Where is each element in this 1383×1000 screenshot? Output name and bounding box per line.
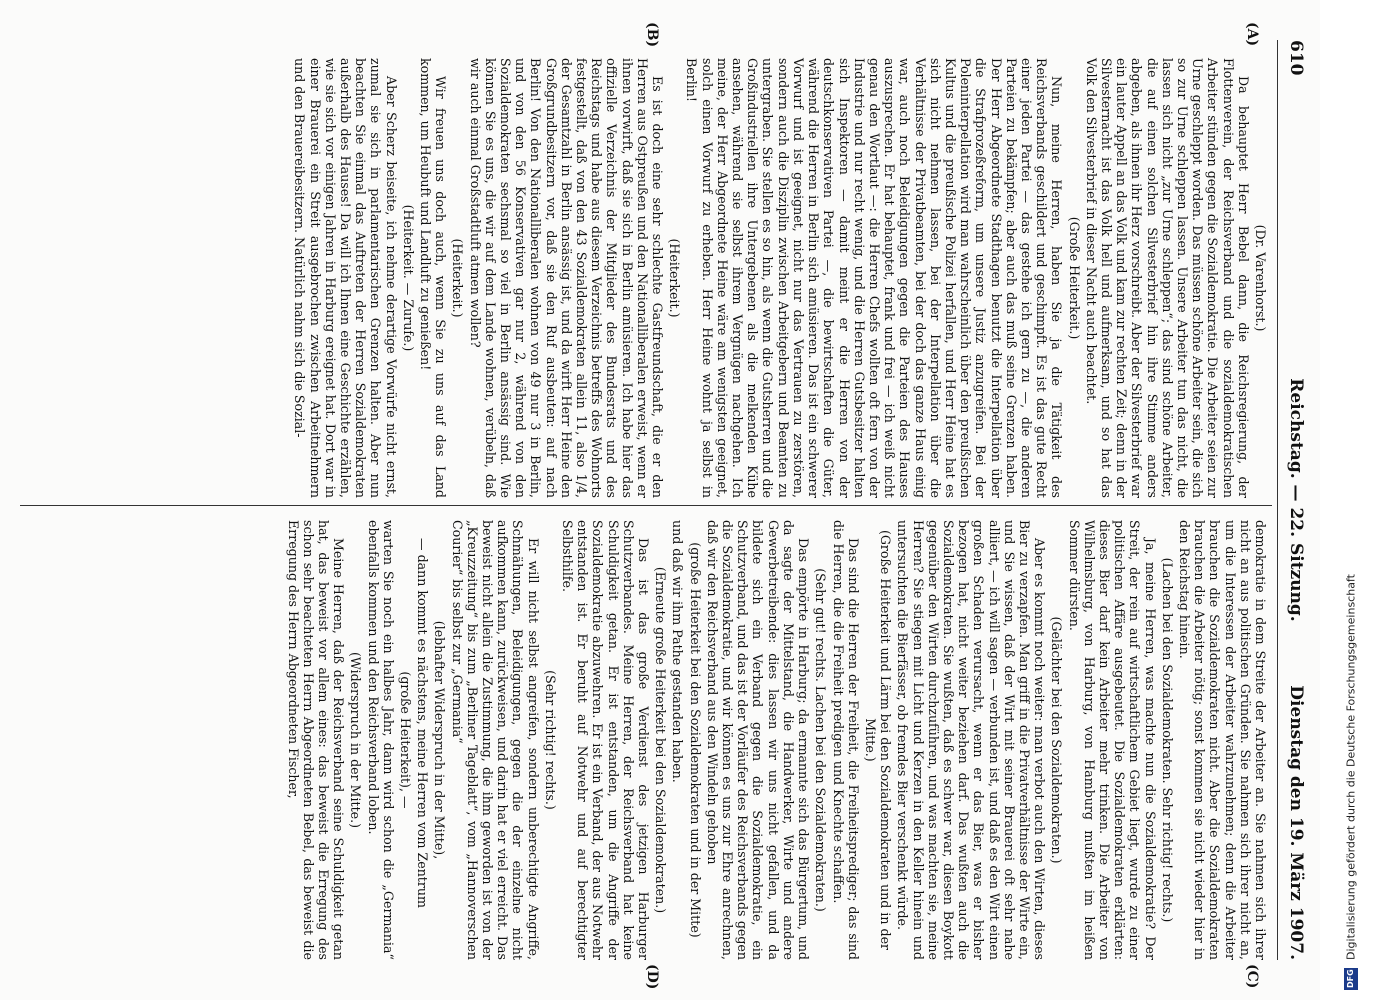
right-column: [20, 520, 1268, 960]
paragraph: Wir freuen uns doch auch, wenn Sie zu uns auf das Land kommen, um Heubuft und Landluft zu genießen!: [418, 58, 449, 498]
paragraph: und daß wir ihm Pathe gestanden haben.: [670, 520, 686, 783]
paragraph: warten Sie noch ein halbes Jahr, dann wird schon die „Germania“ ebenfalls kommen und den Reichsverband loben.: [365, 520, 396, 960]
column-divider: [20, 505, 1272, 506]
interjection: (große Heiterkeit bei den Sozialdemokraten und in der Mitte): [687, 542, 703, 938]
paragraph: Nun, meine Herren, haben Sie ja die Tätigkeit des Reichsverbands geschildert und geschimpft. Es ist das gute Recht einer jeden Partei — das gestehe ich gern zu —, die anderen Parteien zu bekämpfen; aber auch das muß seine Grenzen haben. Der Herr Abgeordnete Stadthagen benutzt die Interpellation über die Strafprozeßreform, um unsere Justiz anzugreifen. Bei der Poleninterpellation wird man wahrscheinlich über den preußischen Kultus und die preußische Polizei herfallen, und Herr Heine hat es sich nicht nehmen lassen, bei der Interpellation über die Verhältnisse der Privatbeamten, bei der doch das ganze Haus einig war, auch noch Beleidigungen gegen die Parteien des Hauses auszusprechen. Er hat behauptet, frank und frei — ich weiß nicht genau den Wortlaut —: die Herren Chefs wollten oft fern von der Industrie und nur recht wenig, und die Herren Gutsbesitzer halten sich Inspektoren — damit meint er die Herren von der deutschkonservativen Partei —, die bewirtschaften die Güter, während die Herren in Berlin sich amüsieren. Das ist ein schwerer Vorwurf und ist geeignet, nicht nur das Vertrauen zu zerstören, sondern auch die Disziplin zwischen Arbeitgebern und Beamten zu untergraben. Sie stellen es so hin, als wenn die Gutsherren und die Großindustriellen ihre Untergebenen als die melkenden Kühe ansehen, während sie selbst ihrem Vergnügen nachgehen. Ich meine, der Herr Abgeordnete Heine wäre am wenigsten geeignet, solch einen Vorwurf zu erheben. Herr Heine wohnt ja selbst in Berlin!: [684, 58, 1065, 498]
paragraph: Das ist das große Verdienst des jetzigen Harburger Schutzverbandes. Meine Herren, der Reichsverband hat keine Schuldigkeit getan. Er ist entstanden, um die Angriffe der Sozialdemokratie abzuwehren. Er ist ein Verband, der aus Notwehr entstanden ist. Er beruht auf Notwehr und auf berechtigter Selbsthilfe.: [560, 520, 652, 960]
paragraph: Es ist doch eine sehr schlechte Gastfreundschaft, die er den Herren aus Ostpreußen und den Nationalliberalen erweist, wenn er ihnen vorwirft, daß sie sich in Berlin amüsieren. Ich habe hier das offizielle Verzeichnis der Mitglieder des Bundesrats und des Reichstags und habe aus diesem Verzeichnis betreffs des Wohnorts festgestellt, daß von den 43 Sozialdemokraten allein 11, also 1/4, der Gesamtzahl in Berlin ansässig ist, und da wirft Herr Heine den Großgrundbesitzern vor, daß sie den Ruf ausbeuten: auf nach Berlin! Von den Nationalliberalen wohnen von 49 nur 3 in Berlin, und von den 56 Konservativen gar nur 2, während von den Sozialdemokraten sechsmal so viel in Berlin ansässig sind. Wie können Sie es uns, die wir auf dem Lande wohnen, verübeln, daß wir auch einmal Großstadtluft atmen wollen?: [467, 58, 666, 498]
session-date: Dienstag den 19. März 1907.: [1286, 685, 1306, 960]
paragraph: demokratie in dem Streite der Arbeiter an. Sie nahmen sich ihrer nicht an aus politischen Gründen. Sie nahmen sich ihrer nicht an, um die Interessen der Arbeiter wahrzunehmen; denn die Arbeiter brauchen die Sozialdemokraten nicht. Aber die Sozialdemokraten brauchen die Arbeiter nötig; sonst kommen sie nicht wieder hier in den Reichstag hinein.: [1176, 520, 1268, 960]
interjection: (Lachen bei den Sozialdemokraten. Sehr richtig! rechts.): [1159, 557, 1175, 923]
paragraph: Das sind die Herren der Freiheit, die Freiheitsprediger; das sind die Herren, die die Freiheit predigen und Knechte schaffen.: [830, 520, 861, 960]
paragraph: Aber es kommt noch weiter: man verbot auch den Wirten, dieses Bier zu verzapfen. Man griff in die Privatverhältnisse der Wirte ein, und Sie wissen, daß der Wirt mit seiner Brauerei oft sehr nahe alliiert, — ich will sagen — verbunden ist, und daß es den Wirt einen großen Schaden verursacht, wenn er das Bier, was er bisher bezogen hat, nicht weiter beziehen darf. Das wußten auch die Sozialdemokraten. Sie wußten, daß es schwer war, diesen Boykott gegenüber den Wirten durchzuführen, und was machten sie, meine Herren? Sie stiegen mit Licht und Kerzen in den Keller hinein und untersuchten die Bierfässer, ob fremdes Bier verschenkt würde.: [895, 520, 1048, 960]
interjection: (Heiterkeit.): [667, 238, 683, 318]
funding-note: [1340, 10, 1362, 990]
interjection: (Widerspruch in der Mitte.): [348, 651, 364, 829]
interjection: (Gelächter bei den Sozialdemokraten.): [1049, 616, 1065, 864]
margin-marker-d: (D): [644, 964, 660, 990]
page-number: 610: [1286, 40, 1306, 76]
interjection: (Große Heiterkeit und Lärm bei den Sozialdemokraten und in der Mitte.): [862, 529, 894, 951]
speaker-name: (Dr. Varenhorst.): [1253, 224, 1268, 332]
margin-marker-b: (B): [644, 22, 660, 48]
dfg-logo: DFG: [1344, 968, 1358, 990]
paragraph: Da behauptet Herr Bebel dann, die Reichsregierung, der Flottenverein, der Reichsverband und die sozialdemokratischen Arbeiter stünden gegen die Sozialdemokratie. Die Arbeiter seien zur Urne geschleppt worden. Das müssen schöne Arbeiter sein, die sich so zur Urne schleppen lassen. Unsere Arbeiter tun das nicht, die lassen sich nicht „zur Urne schleppen“; das sind schöne Arbeiter, die auf einen solchen Silvesterbrief hin ihre Stimme anders abgeben, als ihnen ihr Herz vorschreibt. Aber der Silvesterbrief war ein lauter Appell an das Volk und kam zur rechten Zeit; denn in der Silvesternacht ist das Volk hell und aufmerksam, und so hat das Volk den Silvesterbrief in dieser Nacht auch beachtet.: [1083, 58, 1251, 498]
running-head: [1280, 40, 1306, 960]
header-rule: [1277, 40, 1278, 960]
viewer-sidebar: [1320, 0, 1383, 1000]
interjection: (Erneute große Heiterkeit bei den Sozialdemokraten.): [653, 566, 669, 914]
margin-marker-a: (A): [1244, 22, 1260, 47]
left-column: [20, 58, 1268, 498]
interjection: (Heiterkeit. — Zurufe.): [400, 204, 416, 352]
paragraph: Meine Herren, daß der Reichsverband seine Schuldigkeit getan hat, das beweist vor allem eines: das beweist die Erregung des schon sehr beachteten Herrn Abgeordneten Bebel, das beweist die Erregung des Herrn Abgeordneten Fischer,: [285, 520, 347, 960]
interjection: (Sehr gut! rechts. Lachen bei den Sozialdemokraten.): [813, 568, 829, 912]
interjection: (Große Heiterkeit.): [1066, 216, 1082, 340]
interjection: (Sehr richtig! rechts.): [542, 670, 558, 810]
interjection: (große Heiterkeit), —: [398, 671, 414, 809]
margin-marker-c: (C): [1244, 964, 1260, 989]
paragraph: Er will nicht selbst angreifen, sondern unberechtigte Angriffe, Schmähungen, Beleidigungen, gegen die der einzelne nicht aufkommen kann, zurückweisen, und darin hat er viel erreicht. Das beweist nicht allein die Zustimmung, die ihm geworden ist von der „Kreuzzeitung“ bis zum „Berliner Tageblatt“, vom „Hannoverschen Courier“ bis selbst zur „Germania“: [449, 520, 541, 960]
paragraph: Das empörte in Harburg; da ermannte sich das Bürgertum, und da sagte der Mittelstand, die Handwerker, Wirte und andere Gewerbetreibende: dies lassen wir uns nicht gefallen, und da bildete sich ein Verband gegen die Sozialdemokratie, ein Schutzverband, und das ist der Vorläufer des Reichsverbands gegen die Sozialdemokratie, und wir können es uns zur Ehre anrechnen, daß wir den Reichsverband aus den Windeln gehoben: [704, 520, 812, 960]
paragraph: Aber Scherz beiseite, ich nehme derartige Vorwürfe nicht ernst, zumal sie sich in parlamentarischen Grenzen halten. Aber nun beachten Sie einmal das Auftreten der Herren Sozialdemokraten außerhalb des Hauses! Da will ich Ihnen eine Geschichte erzählen, wie sie sich vor einigen Jahren in Harburg ereignet hat. Dort war in einer Brauerei ein Streit ausgebrochen zwischen Arbeitnehmern und den Brauereibesitzern. Natürlich nahm sich die Sozial-: [292, 58, 399, 498]
funding-note-text: Digitalisierung gefördert durch die Deutsche Forschungsgemeinschaft: [1344, 574, 1358, 960]
paragraph: — dann kommt es nächstens, meine Herren vom Zentrum: [415, 538, 431, 908]
interjection: (Heiterkeit.): [450, 238, 466, 318]
interjection: (lebhafter Widerspruch in der Mitte),: [432, 620, 448, 860]
page-title: Reichstag. — 22. Sitzung.: [1286, 378, 1306, 622]
paragraph: Ja, meine Herren, was machte nun die Sozialdemokratie? Der Streit, der rein auf wirtschaftlichem Gebiet liegt, wurde zu einer politischen Affäre ausgebeutet. Die Sozialdemokraten erklärten: dieses Bier darf kein Arbeiter mehr trinken. Die Arbeiter von Wilhelmsburg, von Harburg, von Hamburg mußten im heißen Sommer dürsten.: [1066, 520, 1158, 960]
